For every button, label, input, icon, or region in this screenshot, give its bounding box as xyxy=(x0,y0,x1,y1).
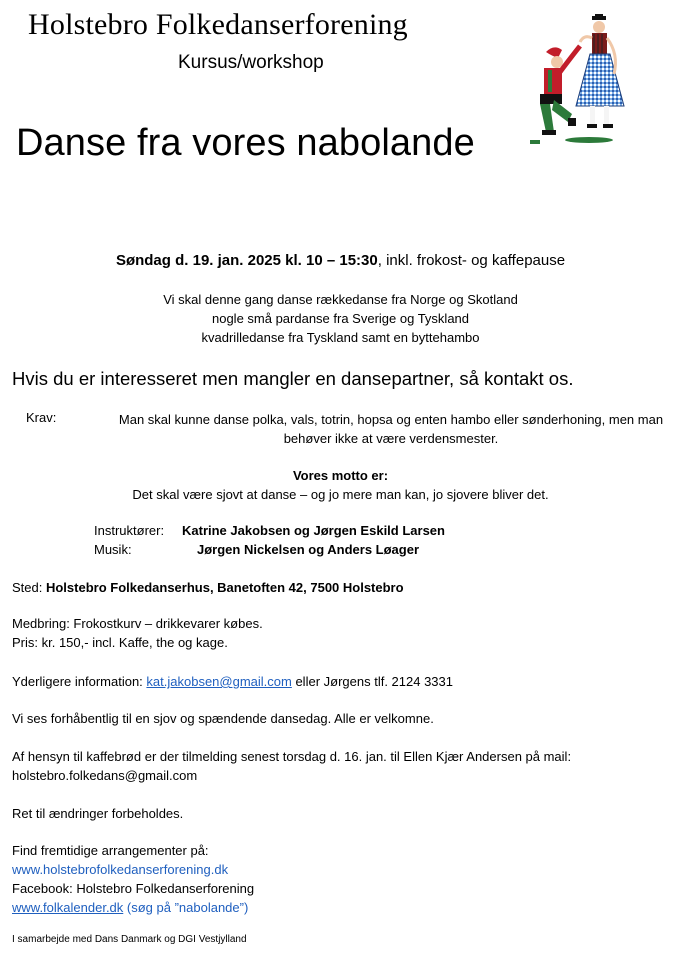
email-link[interactable]: kat.jakobsen@gmail.com xyxy=(146,674,292,689)
price-line: Pris: kr. 150,- incl. Kaffe, the og kage. xyxy=(12,635,228,650)
info-prefix: Yderligere information: xyxy=(12,674,147,689)
disclaimer: Ret til ændringer forbeholdes. xyxy=(12,806,184,821)
instructors-names: Katrine Jakobsen og Jørgen Eskild Larsen xyxy=(182,523,445,538)
requirements-label: Krav: xyxy=(26,410,57,425)
program-line: nogle små pardanse fra Sverige og Tyskland xyxy=(211,311,470,326)
venue-label: Sted: xyxy=(12,580,46,595)
organization-name: Holstebro Folkedanserforening xyxy=(28,8,408,41)
folkalender-link[interactable]: www.folkalender.dk xyxy=(12,900,124,915)
partner-note: Hvis du er interesseret men mangler en dansepartner, så kontakt os. xyxy=(12,368,574,389)
facebook-line: Facebook: Holstebro Folkedanserforening xyxy=(12,881,255,896)
info-suffix: eller Jørgens tlf. 2124 3331 xyxy=(291,674,453,689)
welcome-text: Vi ses forhåbentlig til en sjov og spændende dansedag. Alle er velkomne. xyxy=(12,711,434,726)
folkalender-note: (søg på ”nabolande”) xyxy=(123,900,249,915)
program-line: Vi skal denne gang danse rækkedanse fra Norge og Skotland xyxy=(163,292,518,307)
footer-note: I samarbejde med Dans Danmark og DGI Vestjylland xyxy=(12,934,247,945)
program-line: kvadrilledanse fra Tyskland samt en byttehambo xyxy=(201,330,480,345)
folk-dancers-icon xyxy=(524,14,640,146)
registration-line: Af hensyn til kaffebrød er der tilmelding senest torsdag d. 16. jan. til Ellen Kjær Andersen på mail: xyxy=(12,749,572,764)
music-names: Jørgen Nickelsen og Anders Løager xyxy=(197,542,420,557)
venue-value: Holstebro Folkedanserhus, Banetoften 42, 7500 Holstebro xyxy=(45,580,404,595)
website-link[interactable]: www.holstebrofolkedanserforening.dk xyxy=(12,862,229,877)
folkalender-line xyxy=(12,900,248,915)
event-date-bold: Søndag d. 19. jan. 2025 kl. 10 – 15:30 xyxy=(115,252,378,269)
music-label: Musik: xyxy=(94,542,132,557)
motto-title: Vores motto er: xyxy=(292,468,389,483)
registration-email: holstebro.folkedans@gmail.com xyxy=(12,768,198,783)
future-title: Find fremtidige arrangementer på: xyxy=(12,843,209,858)
headline: Danse fra vores nabolande xyxy=(16,122,475,164)
event-date xyxy=(0,252,681,269)
event-date-rest: , inkl. frokost- og kaffepause xyxy=(377,252,566,269)
venue xyxy=(12,580,404,595)
bring-line: Medbring: Frokostkurv – drikkevarer købes. xyxy=(12,616,263,631)
info-line xyxy=(12,674,453,689)
motto-text: Det skal være sjovt at danse – og jo mere man kan, jo sjovere bliver det. xyxy=(132,487,549,502)
requirements-text: Man skal kunne danse polka, vals, totrin, hopsa og enten hambo eller sønderhoning, men man behøver ikke at være verdensmester. xyxy=(118,412,664,446)
instructors-label: Instruktører: xyxy=(94,523,165,538)
subtitle: Kursus/workshop xyxy=(178,52,324,73)
